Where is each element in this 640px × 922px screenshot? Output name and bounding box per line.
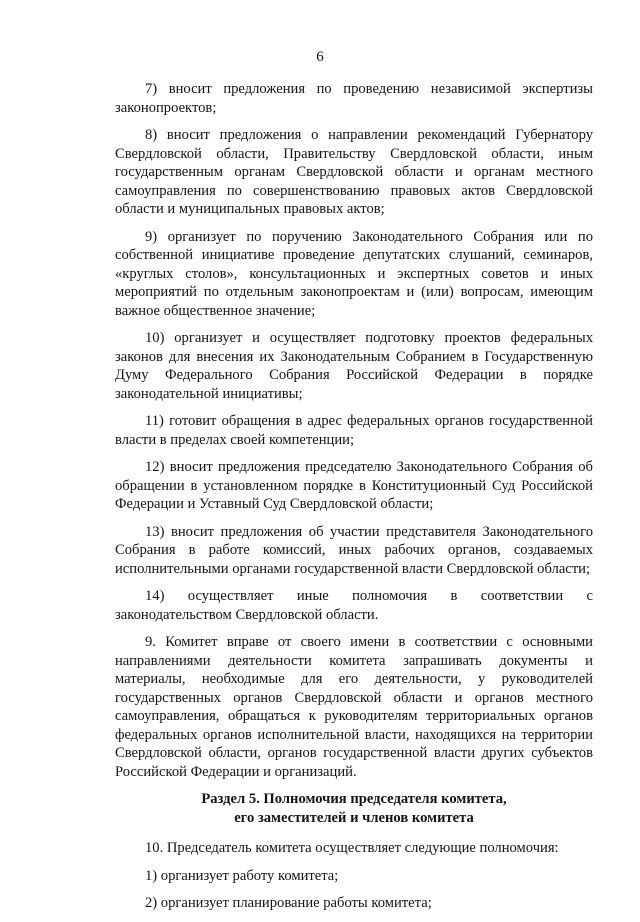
list-item: 9) организует по поручению Законодательного Собрания или по собственной инициативе проведение депутатских слушаний, семинаров, «круглых столов», консультационных и экспертных советов и иных мероприятий по отдельным законопроектам и (или) вопросам, имеющим важное общественное значение; [115, 228, 593, 319]
document-body [115, 80, 593, 922]
list-item: 13) вносит предложения об участии представителя Законодательного Собрания в работе комиссий, иных рабочих органов, создаваемых исполнительными органами государственной власти Свердловской области; [115, 523, 593, 577]
list-item: 2) организует планирование работы комитета; [145, 895, 432, 911]
clause-paragraph: 10. Председатель комитета осуществляет следующие полномочия: [145, 840, 559, 856]
list-item: 12) вносит предложения председателю Законодательного Собрания об обращении в установленном порядке в Конституционный Суд Российской Федерации и Уставный Суд Свердловской области; [115, 459, 593, 512]
list-item: 11) готовит обращения в адрес федеральных органов государственной власти в пределах своей компетенции; [115, 413, 593, 448]
section-heading-line: его заместителей и членов комитета [234, 809, 474, 826]
list-item: 8) вносит предложения о направлении рекомендаций Губернатору Свердловской области, Правительству Свердловской области, иным государственным органам Свердловской области и органам местного самоуправления по совершенствованию правовых актов Свердловской области и муниципальных правовых актов; [115, 127, 593, 217]
list-item: 10) организует и осуществляет подготовку проектов федеральных законов для внесения их Законодательным Собранием в Государственную Думу Федерального Собрания Российской Федерации в порядке законодательной инициативы; [115, 330, 593, 402]
section-heading-line: Раздел 5. Полномочия председателя комитета, [201, 791, 507, 807]
list-item: 7) вносит предложения по проведению независимой экспертизы законопроектов; [115, 81, 593, 116]
list-item: 1) организует работу комитета; [145, 867, 339, 884]
section-heading [115, 790, 593, 827]
page-number: 6 [316, 49, 324, 65]
clause-paragraph: 9. Комитет вправе от своего имени в соответствии с основными направлениями деятельности комитета запрашивать документы и материалы, необходимые для его деятельности, у руководителей государственных органов Свердловской области и органов местного самоуправления, обращаться к руководителям территориальных органов федеральных органов исполнительной власти, находящихся на территории Свердловской области, органов государственной власти других субъектов Российской Федерации и организаций. [115, 634, 593, 780]
list-item: 14) осуществляет иные полномочия в соответствии с законодательством Свердловской области. [115, 588, 593, 623]
